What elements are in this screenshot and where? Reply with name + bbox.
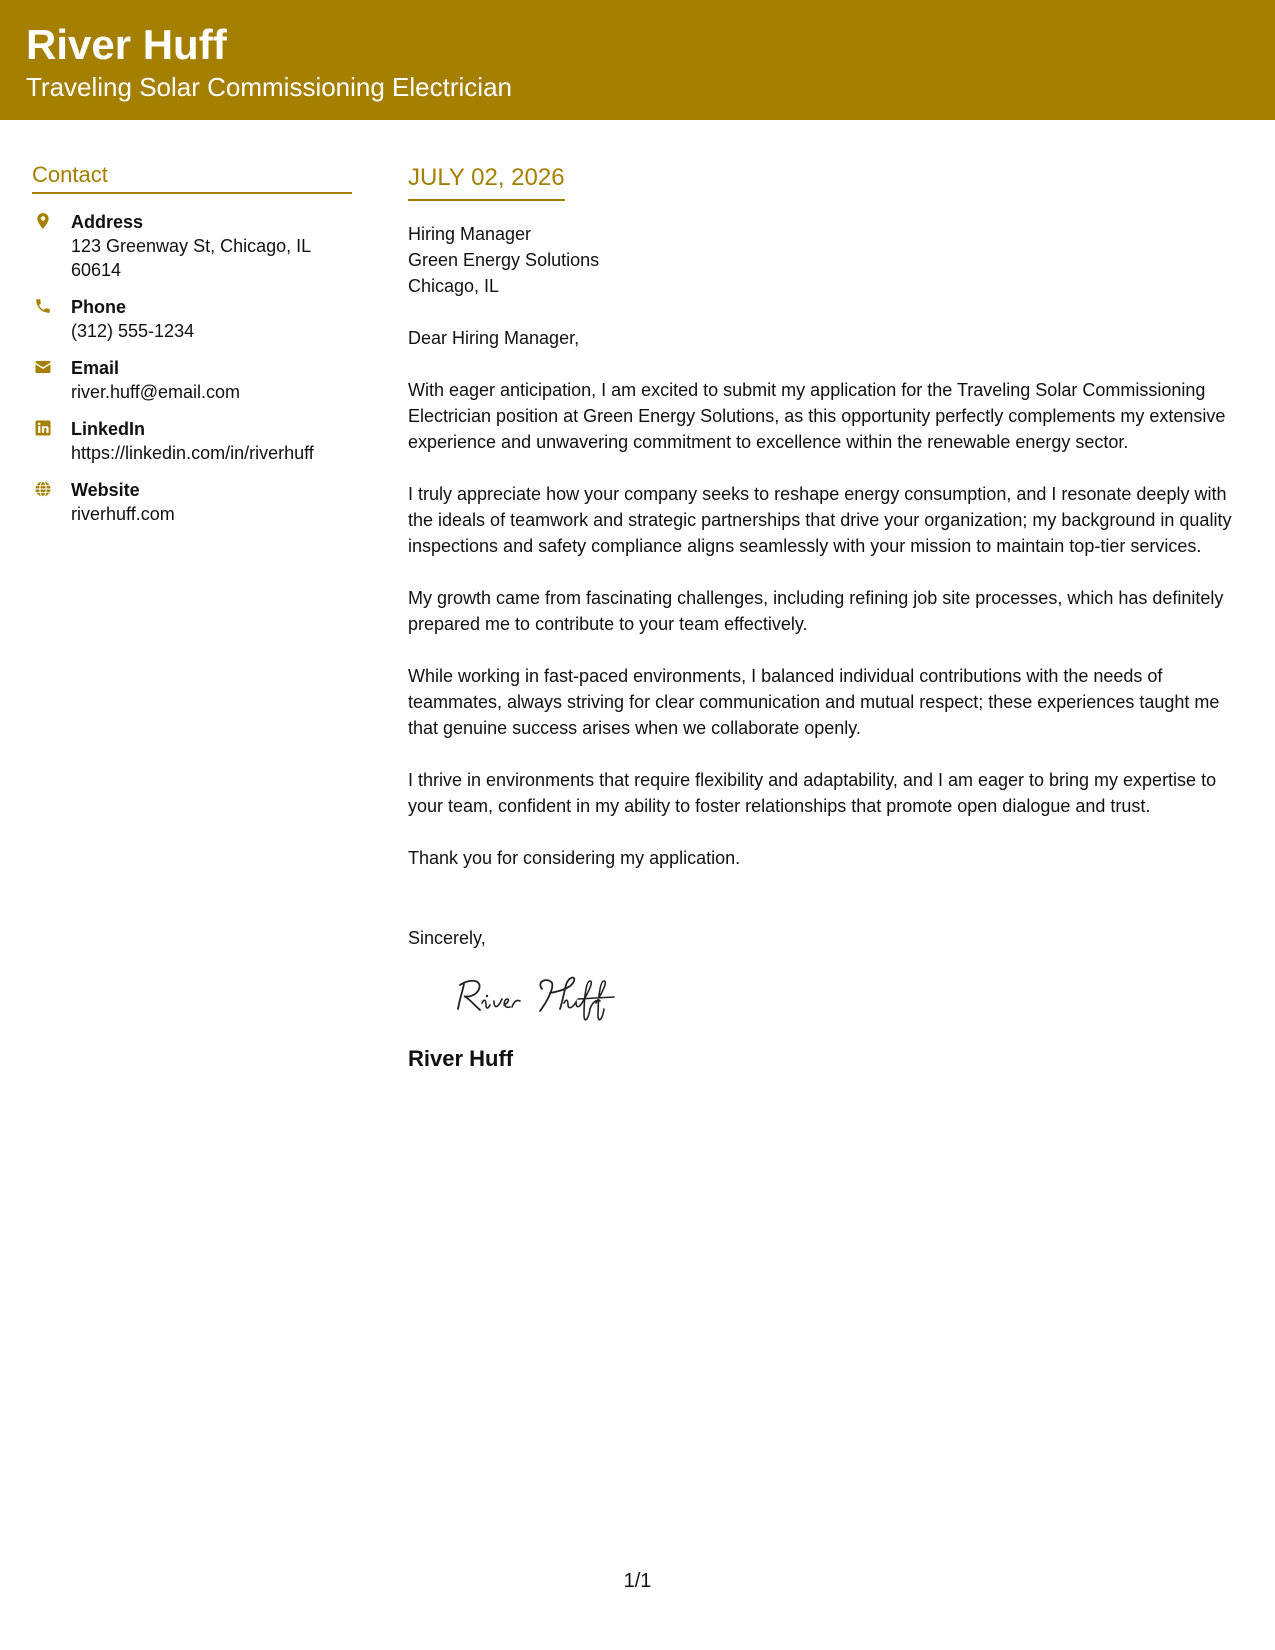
salutation: Dear Hiring Manager,: [408, 327, 580, 348]
website-value[interactable]: riverhuff.com: [71, 504, 175, 525]
email-value[interactable]: river.huff@email.com: [71, 382, 240, 403]
body-paragraph: I truly appreciate how your company seeks to reshape energy consumption, and I resonate deeply with the ideals of teamwork and strategic partnerships that drive your organization; my background in quality inspections and safety compliance aligns seamlessly with your mission to maintain top-tier services.: [408, 483, 1232, 556]
contact-item-phone: [32, 295, 352, 343]
contact-item-address: [32, 210, 352, 282]
page-number: 1/1: [623, 1570, 652, 1592]
contact-label: Email: [71, 358, 120, 379]
job-title: Traveling Solar Commissioning Electrician: [26, 72, 512, 102]
thank-you-paragraph: Thank you for considering my application.: [408, 847, 741, 868]
contact-heading: Contact: [32, 162, 352, 194]
recipient-block: [408, 221, 1253, 299]
body-paragraph: While working in fast-paced environments, I balanced individual contributions with the needs of teammates, always striving for clear communication and mutual respect; these experiences taught me that genuine success arises when we collaborate openly.: [408, 665, 1220, 738]
letter-body: [408, 164, 1253, 1073]
body-paragraph: I thrive in environments that require flexibility and adaptability, and I am eager to bring my expertise to your team, confident in my ability to foster relationships that promote open dialogue and trust.: [408, 769, 1217, 816]
contact-item-email: [32, 356, 352, 404]
recipient-title: Hiring Manager: [408, 223, 532, 244]
contact-label: Website: [71, 480, 140, 501]
linkedin-value[interactable]: https://linkedin.com/in/riverhuff: [71, 443, 314, 464]
contact-sidebar: [32, 162, 352, 526]
signer-name: River Huff: [408, 1045, 514, 1071]
phone-value[interactable]: (312) 555-1234: [71, 321, 195, 342]
contact-label: LinkedIn: [71, 419, 146, 440]
globe-icon: [34, 480, 52, 498]
letter-date: JULY 02, 2026: [408, 164, 565, 201]
envelope-icon: [34, 358, 52, 376]
contact-item-linkedin: [32, 417, 352, 465]
applicant-name: River Huff: [26, 21, 227, 68]
header-banner: [0, 0, 1275, 120]
contact-list: [32, 210, 352, 526]
linkedin-icon: [34, 419, 52, 437]
recipient-location: Chicago, IL: [408, 275, 500, 296]
recipient-company: Green Energy Solutions: [408, 249, 600, 270]
location-pin-icon: [34, 212, 52, 230]
closing: Sincerely,: [408, 927, 486, 948]
body-paragraph: With eager anticipation, I am excited to submit my application for the Traveling Solar Commissioning Electrician position at Green Energy Solutions, as this opportunity perfectly complements my extensive experience and unwavering commitment to excellence within the renewable energy sector.: [408, 379, 1226, 452]
contact-item-website: [32, 478, 352, 526]
handwritten-signature: [450, 969, 1253, 1029]
body-paragraph: My growth came from fascinating challenges, including refining job site processes, which has definitely prepared me to contribute to your team effectively.: [408, 587, 1224, 634]
contact-label: Address: [71, 212, 144, 233]
phone-icon: [34, 297, 52, 315]
contact-label: Phone: [71, 297, 127, 318]
address-value: 123 Greenway St, Chicago, IL 60614: [71, 236, 311, 281]
